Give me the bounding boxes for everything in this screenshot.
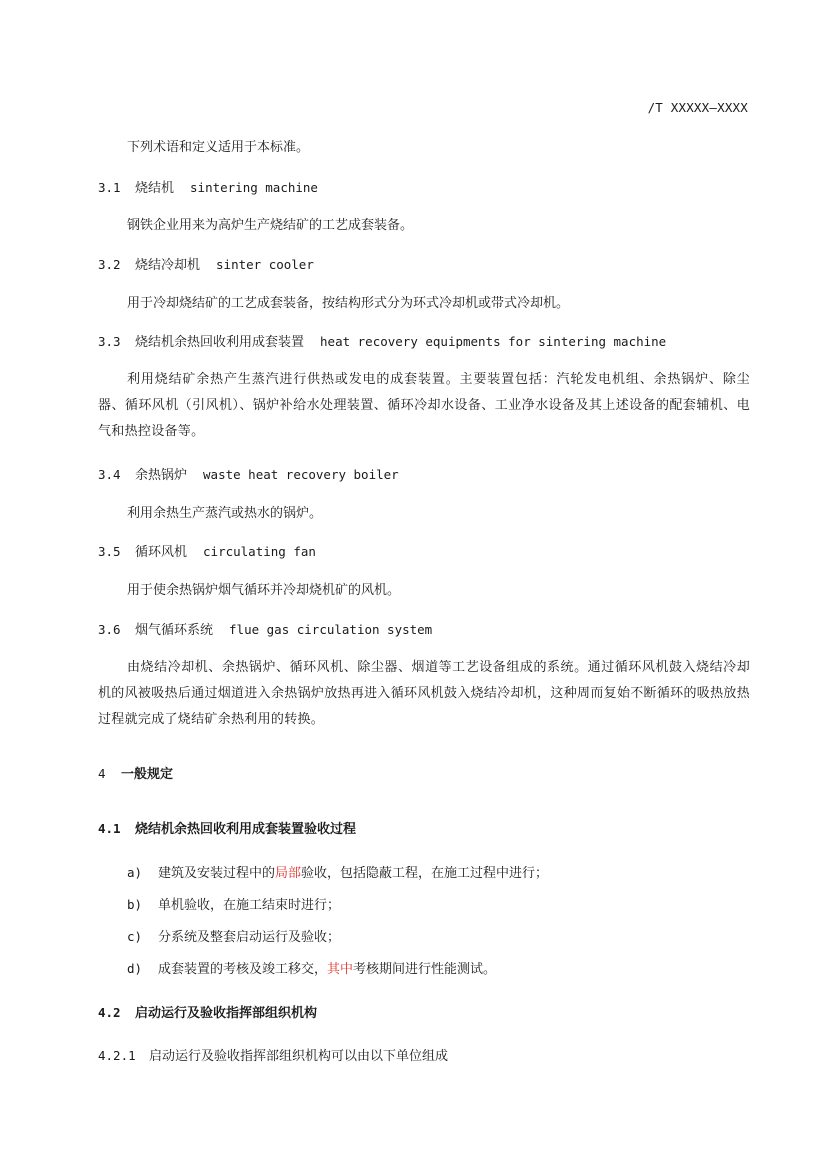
term-heading — [98, 465, 750, 486]
subsection-title: 烧结机余热回收利用成套装置验收过程 — [135, 822, 357, 837]
subsection-heading — [98, 818, 356, 837]
section-number: 4 — [98, 766, 106, 781]
term-definition: 用于使余热锅炉烟气循环并冷却烧机矿的风机。 — [127, 583, 401, 598]
subsection-number: 4.1 — [98, 821, 121, 836]
list-item — [127, 862, 548, 881]
list-marker: b) — [127, 897, 143, 912]
section-heading — [98, 763, 173, 782]
term-chinese: 余热锅炉 — [135, 468, 188, 483]
term-definition: 由烧结冷却机、余热锅炉、循环风机、除尘器、烟道等工艺设备组成的系统。通过循环风机鼓入烧结冷却机的风被吸热后通过烟道进入余热锅炉放热再进入循环风机鼓入烧结冷却机，这种周而复始不断循环的吸热放热过程就完成了烧结矿余热利用的转换。 — [98, 660, 750, 727]
list-text: 建筑及安装过程中的局部验收，包括隐蔽工程，在施工过程中进行； — [158, 866, 549, 881]
term-chinese: 烧结机余热回收利用成套装置 — [135, 335, 305, 350]
list-text: 单机验收，在施工结束时进行； — [158, 898, 341, 913]
intro-text: 下列术语和定义适用于本标准。 — [127, 140, 310, 155]
term-number: 3.1 — [98, 180, 121, 195]
term-definition: 利用烧结矿余热产生蒸汽进行供热或发电的成套装置。主要装置包括：汽轮发电机组、余热锅炉、除尘器、循环风机（引风机）、锅炉补给水处理装置、循环冷却水设备、工业净水设备及其上述设备的配套辅机、电气和热控设备等。 — [98, 372, 750, 439]
list-text: 成套装置的考核及竣工移交，其中考核期间进行性能测试。 — [158, 962, 497, 977]
term-definition: 用于冷却烧结矿的工艺成套装备，按结构形式分为环式冷却机或带式冷却机。 — [127, 296, 570, 311]
term-number: 3.6 — [98, 622, 121, 637]
list-item — [127, 894, 340, 913]
term-chinese: 循环风机 — [135, 545, 188, 560]
term-english: sintering machine — [190, 180, 318, 195]
clause-number: 4.2.1 — [98, 1048, 136, 1063]
list-item — [127, 958, 496, 977]
term-english: heat recovery equipments for sintering machine — [320, 334, 667, 349]
term-heading — [98, 542, 750, 563]
term-heading — [98, 620, 750, 641]
term-chinese: 烧结冷却机 — [135, 258, 201, 273]
term-english: waste heat recovery boiler — [203, 467, 399, 482]
term-english: sinter cooler — [216, 257, 314, 272]
subsection-title: 启动运行及验收指挥部组织机构 — [135, 1006, 318, 1021]
list-marker: c) — [127, 929, 143, 944]
document-code: /T XXXXX—XXXX — [647, 100, 748, 115]
subsection-number: 4.2 — [98, 1005, 121, 1020]
term-heading — [98, 255, 750, 276]
section-title: 一般规定 — [121, 767, 174, 782]
term-number: 3.2 — [98, 257, 121, 272]
term-definition: 利用余热生产蒸汽或热水的锅炉。 — [127, 506, 323, 521]
term-number: 3.4 — [98, 467, 121, 482]
term-english: circulating fan — [203, 544, 316, 559]
list-marker: d) — [127, 961, 143, 976]
term-heading — [98, 178, 750, 199]
clause-text: 启动运行及验收指挥部组织机构可以由以下单位组成 — [149, 1049, 449, 1064]
term-number: 3.3 — [98, 334, 121, 349]
subsection-heading — [98, 1002, 317, 1021]
term-chinese: 烧结机 — [135, 181, 175, 196]
term-chinese: 烟气循环系统 — [135, 623, 214, 638]
term-english: flue gas circulation system — [229, 622, 433, 637]
term-heading — [98, 332, 750, 353]
list-text: 分系统及整套启动运行及验收； — [158, 930, 341, 945]
highlighted-text: 局部 — [275, 866, 302, 881]
term-number: 3.5 — [98, 544, 121, 559]
highlighted-text: 其中 — [327, 962, 354, 977]
clause — [98, 1045, 448, 1064]
list-item — [127, 926, 340, 945]
list-marker: a) — [127, 865, 143, 880]
term-definition: 钢铁企业用来为高炉生产烧结矿的工艺成套装备。 — [127, 218, 414, 233]
